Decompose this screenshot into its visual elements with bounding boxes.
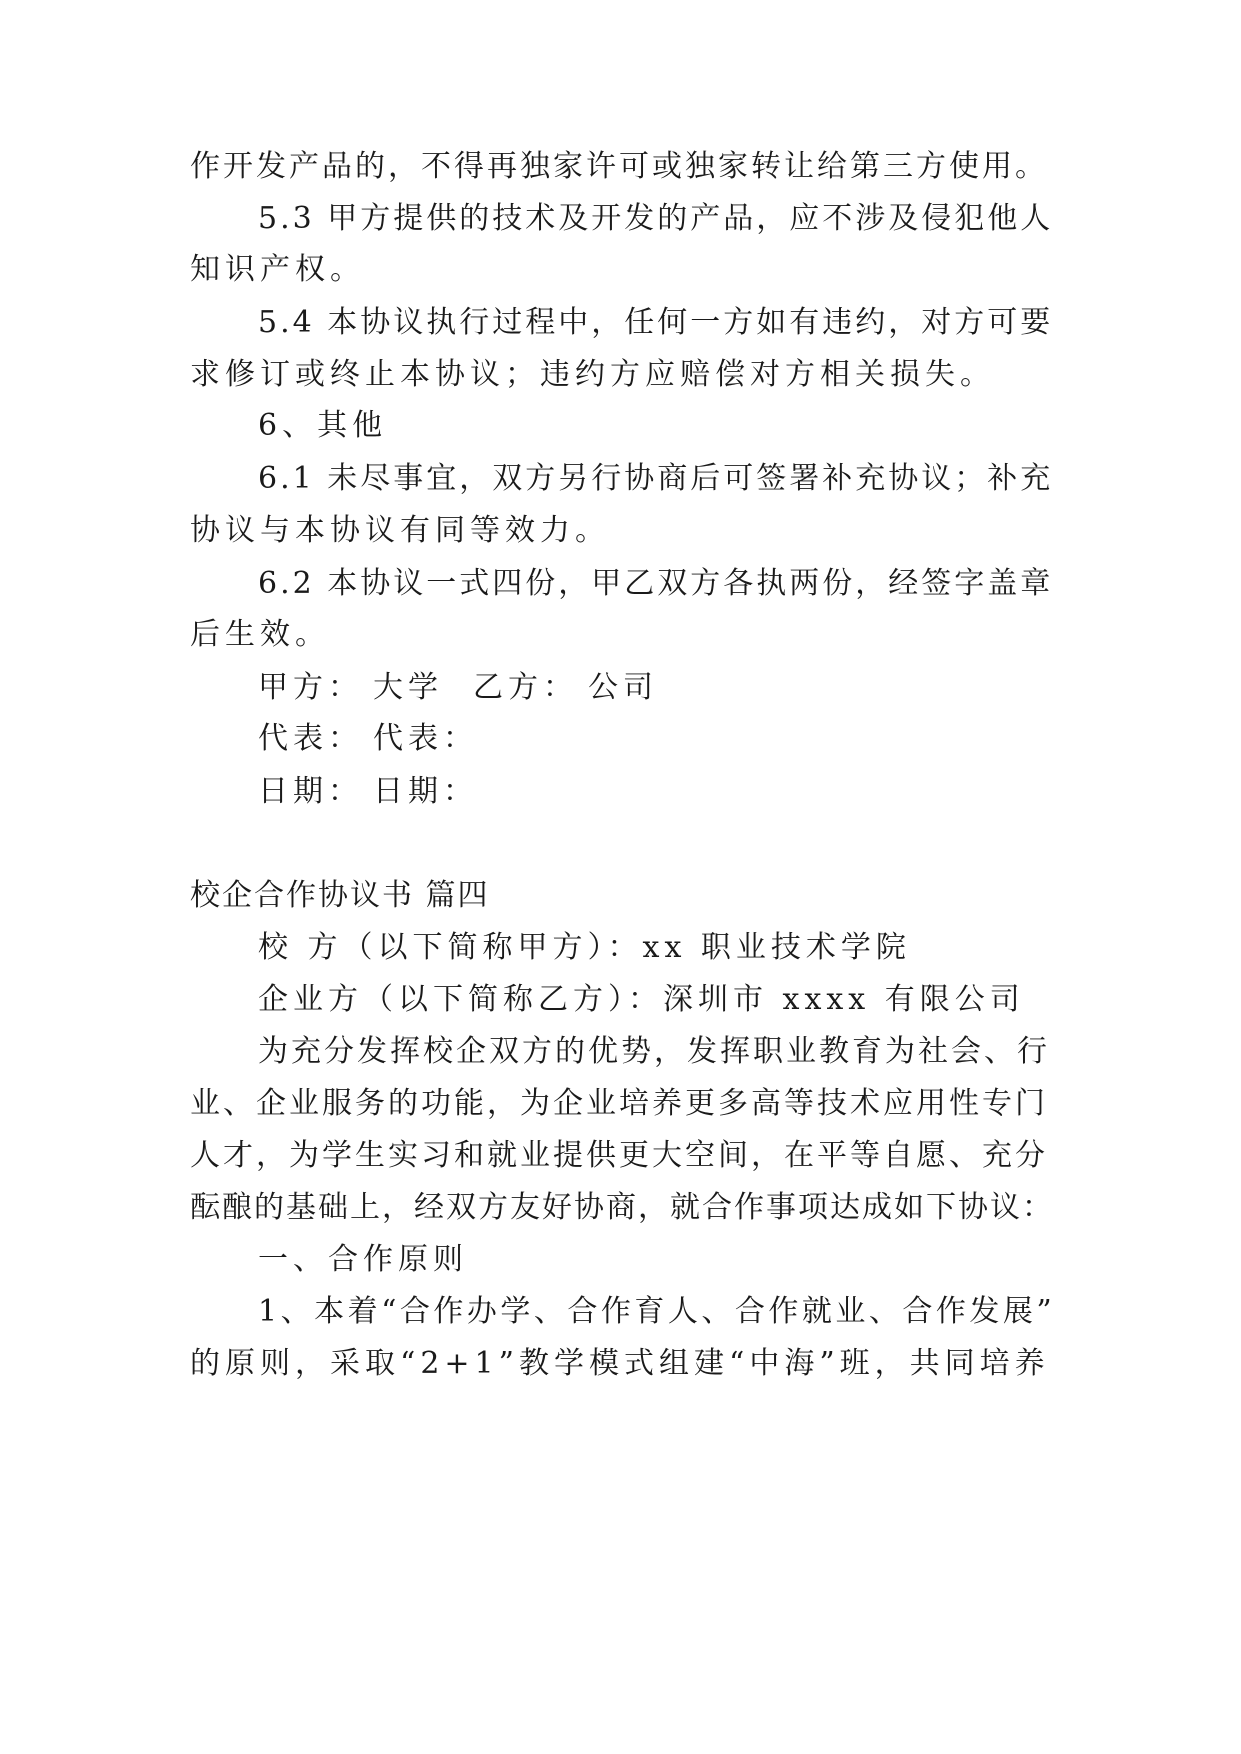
date-b-label: 日期： — [373, 774, 478, 809]
text-line: 6.1 未尽事宜，双方另行协商后可签署补充协议；补充 — [258, 461, 1054, 496]
text-line: 为充分发挥校企双方的优势，发挥职业教育为社会、行 — [258, 1034, 1050, 1069]
party-a-value: 大学 — [373, 670, 443, 705]
signature-rep-row — [258, 715, 1060, 763]
text-line: 的原则，采取“2+1”教学模式组建“中海”班，共同培养 — [190, 1346, 1050, 1381]
section-heading: 一、合作原则 — [258, 1242, 468, 1277]
text-line: 协议与本协议有同等效力。 — [190, 513, 610, 548]
party-a-label: 甲方： — [258, 670, 363, 705]
text-line: 业、企业服务的功能，为企业培养更多高等技术应用性专门 — [190, 1086, 1048, 1121]
party-b-value: 公司 — [588, 670, 658, 705]
text-line: 知识产权。 — [190, 252, 365, 287]
text-line: 酝酿的基础上，经双方友好协商，就合作事项达成如下协议： — [190, 1190, 1054, 1225]
rep-b-label: 代表： — [373, 721, 478, 756]
section-title: 校企合作协议书 篇四 — [190, 878, 490, 913]
school-party-line: 校 方（以下简称甲方）：xx 职业技术学院 — [258, 930, 911, 965]
text-line: 5.4 本协议执行过程中，任何一方如有违约，对方可要 — [258, 305, 1054, 340]
text-line: 求修订或终止本协议；违约方应赔偿对方相关损失。 — [190, 357, 995, 392]
section-heading: 6、其他 — [258, 408, 388, 443]
text-line: 作开发产品的，不得再独家许可或独家转让给第三方使用。 — [190, 149, 1048, 184]
party-b-label: 乙方： — [473, 670, 578, 705]
text-line: 1、本着“合作办学、合作育人、合作就业、合作发展” — [258, 1294, 1056, 1329]
rep-a-label: 代表： — [258, 721, 363, 756]
company-party-line: 企业方（以下简称乙方）：深圳市 xxxx 有限公司 — [258, 982, 1025, 1017]
signature-date-row — [258, 768, 1060, 816]
text-line: 后生效。 — [190, 617, 330, 652]
signature-party-row — [258, 664, 1060, 712]
text-line: 人才，为学生实习和就业提供更大空间，在平等自愿、充分 — [190, 1138, 1048, 1173]
date-a-label: 日期： — [258, 774, 363, 809]
text-line: 6.2 本协议一式四份，甲乙双方各执两份，经签字盖章 — [258, 566, 1054, 601]
text-line: 5.3 甲方提供的技术及开发的产品，应不涉及侵犯他人 — [258, 201, 1054, 236]
